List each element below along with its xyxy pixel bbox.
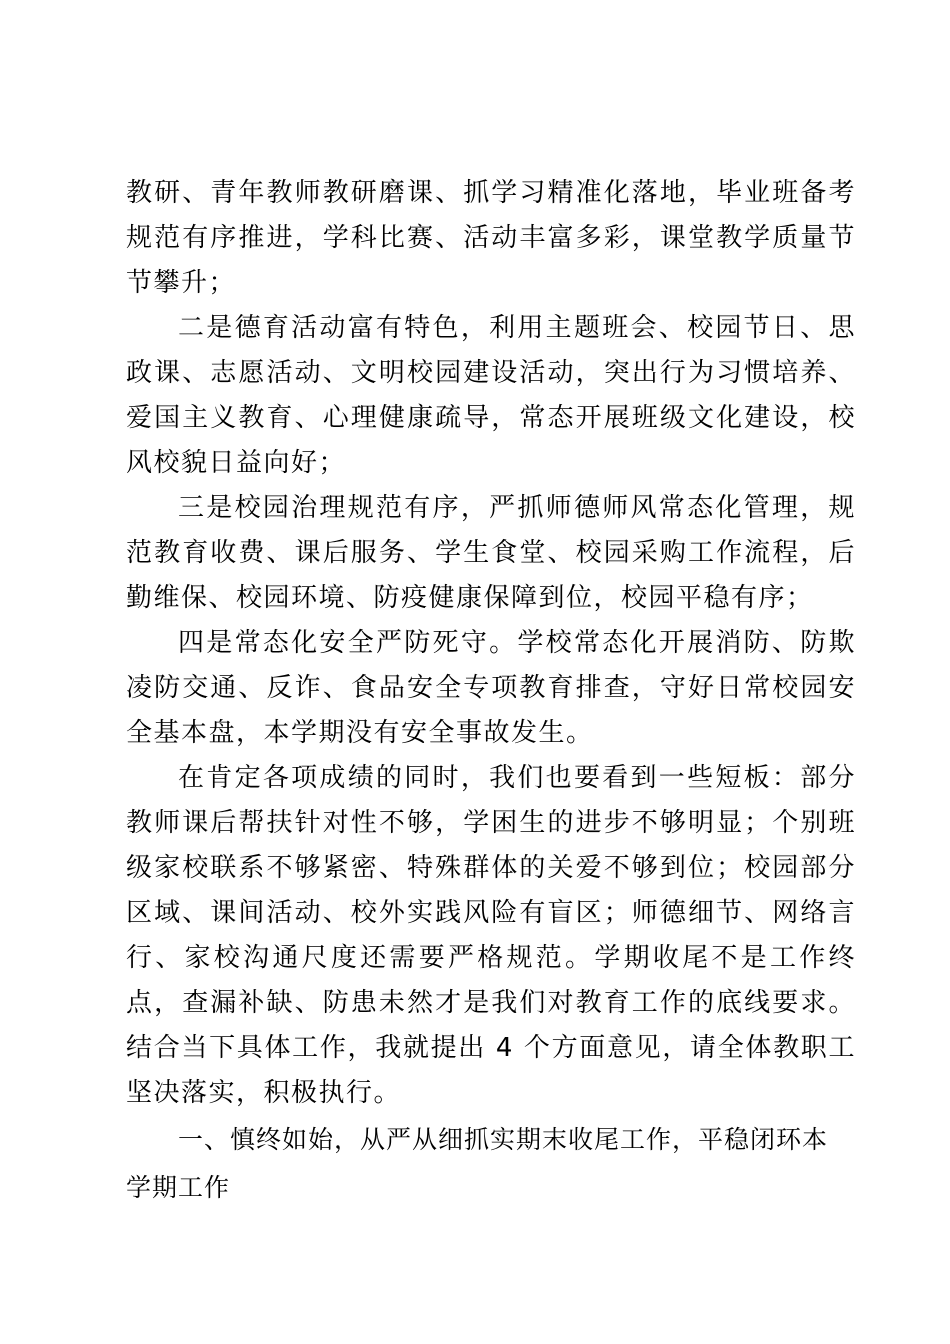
document-body — [126, 171, 856, 1212]
paragraph-safety: 四是常态化安全严防死守。学校常态化开展消防、防欺凌防交通、反诈、食品安全专项教育排查，守好日常校园安全基本盘，本学期没有安全事故发生。 — [126, 628, 856, 748]
paragraph-moral-education: 二是德育活动富有特色，利用主题班会、校园节日、思政课、志愿活动、文明校园建设活动，突出行为习惯培养、爱国主义教育、心理健康疏导，常态开展班级文化建设，校风校貌日益向好； — [126, 313, 856, 478]
paragraph-shortcomings: 在肯定各项成绩的同时，我们也要看到一些短板：部分教师课后帮扶针对性不够，学困生的进步不够明显；个别班级家校联系不够紧密、特殊群体的关爱不够到位；校园部分区域、课间活动、校外实践风险有盲区；师德细节、网络言行、家校沟通尺度还需要严格规范。学期收尾不是工作终点，查漏补缺、防患未然才是我们对教育工作的底线要求。结合当下具体工作，我就提出 4 个方面意见，请全体教职工坚决落实，积极执行。 — [126, 763, 856, 1108]
section-heading: 一、慎终如始，从严从细抓实期末收尾工作，平稳闭环本学期工作 — [126, 1125, 829, 1202]
paragraph-campus-governance: 三是校园治理规范有序，严抓师德师风常态化管理，规范教育收费、课后服务、学生食堂、校园采购工作流程，后勤维保、校园环境、防疫健康保障到位，校园平稳有序； — [126, 493, 856, 613]
paragraph-teaching: 教研、青年教师教研磨课、抓学习精准化落地，毕业班备考规范有序推进，学科比赛、活动丰富多彩，课堂教学质量节节攀升； — [126, 178, 856, 298]
